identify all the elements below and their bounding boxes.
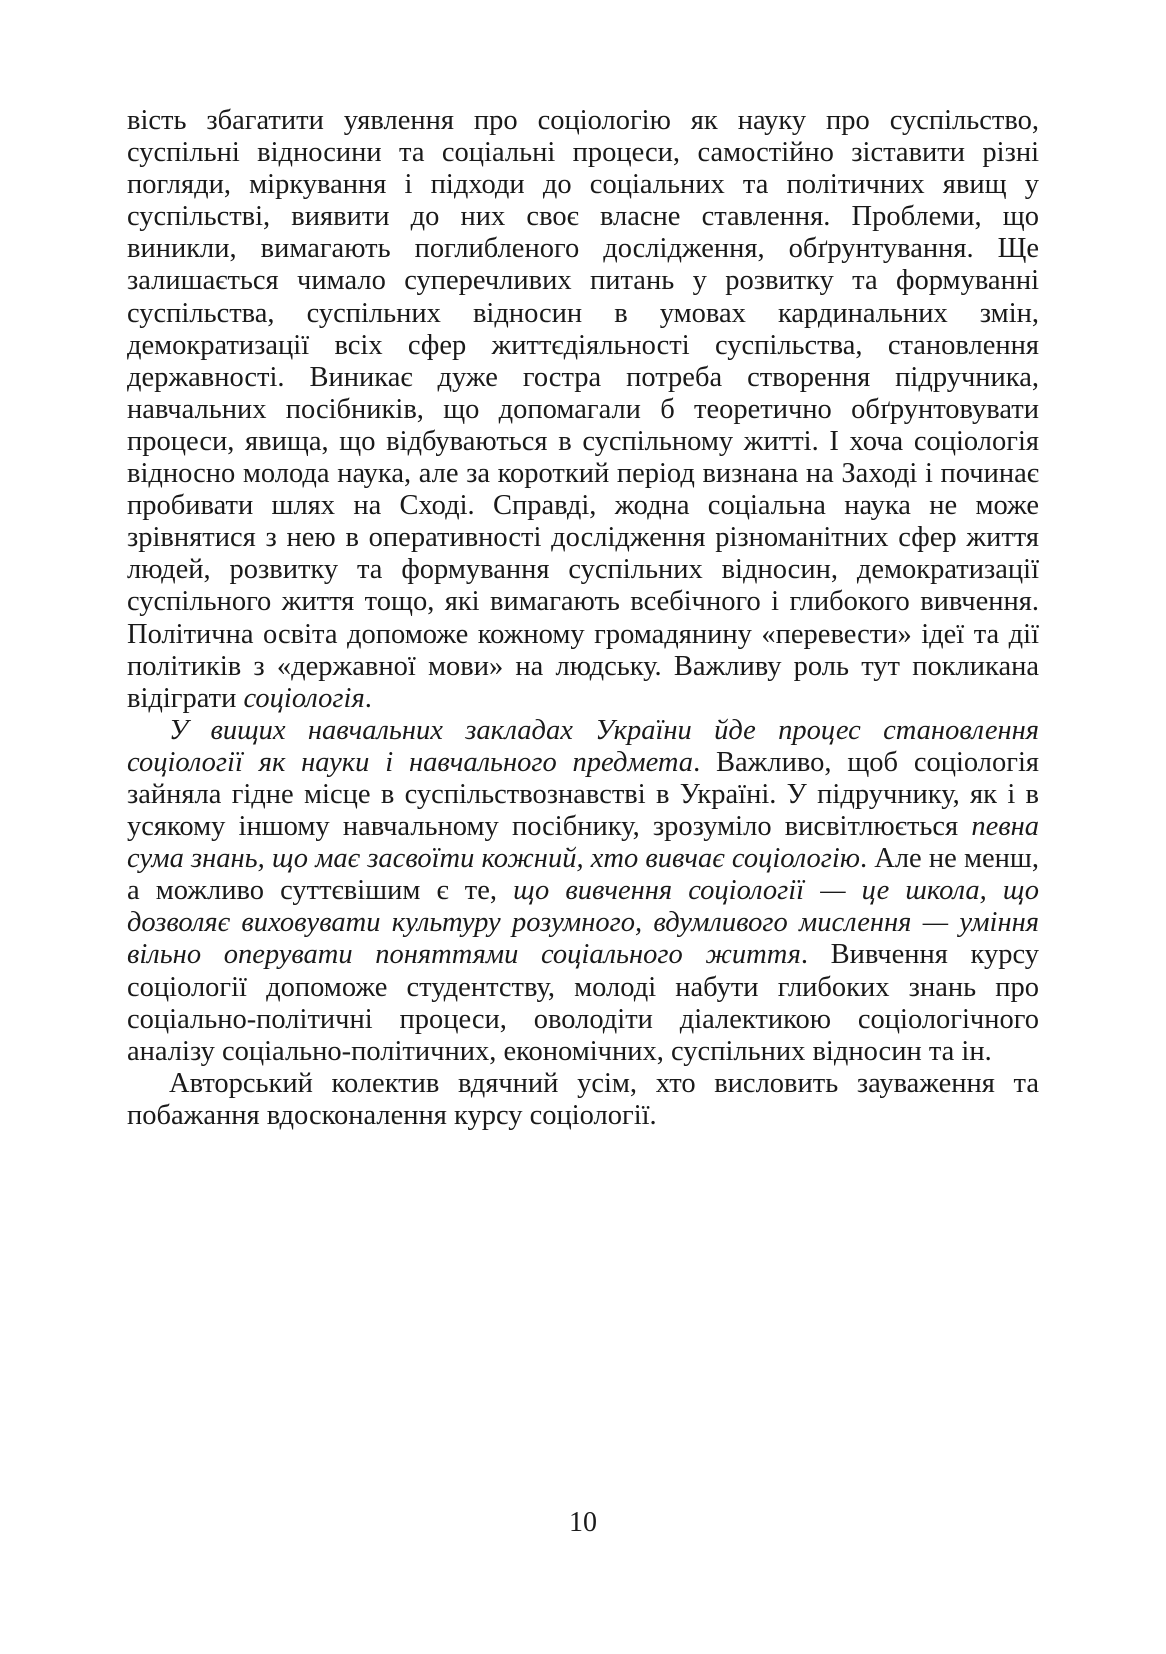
italic-text-run: що вивчення соціології — це школа, що дозволяє виховувати культуру розумного, вдумливого мислення — уміння вільно оперувати поняттями соціального життя [127, 875, 1039, 971]
italic-text-run: певна сума знань, що має засвоїти кожний, хто вивчає соціологію [127, 811, 1039, 875]
text-run: вість збагатити уявлення про соціологію як науку про суспільство, суспільні відносини та соціальні процеси, самостійно зіставити різні погляди, міркування і підходи до соціальних та політичних явищ у суспільстві, виявити до них своє власне ставлення. Проблеми, що виникли, вимагають поглибленого дослідження, обґрунтування. Ще залишається чимало суперечливих питань у розвитку та формуванні суспільства, суспільних відносин в умовах кардинальних змін, демократизації всіх сфер життєдіяльності суспільства, становлення державності. Виникає дуже гостра потреба створення підручника, навчальних посібників, що допомагали б теоретично обґрунтовувати процеси, явища, що відбуваються в суспільному житті. І хоча соціологія відносно молода наука, але за короткий період визнана на Заході і починає пробивати шлях на Сході. Справді, жодна соціальна наука не може зрівнятися з нею в оперативності дослідження різноманітних сфер життя людей, розвитку та формування суспільних відносин, демократизації суспільного життя тощо, які вимагають всебічного і глибокого вивчення. Політична освіта допоможе кожному громадянину «перевести» ідеї та дії політиків з «державної мови» на людську. Важливу роль тут покликана відіграти [127, 105, 1039, 714]
paragraph-3 [127, 1068, 1039, 1132]
text-run: . Важливо, щоб соціологія зайняла гідне місце в суспільствознавстві в Україні. У підручнику, як і в усякому іншому навчальному посібнику, зрозуміло висвітлюється [127, 746, 1039, 843]
italic-text-run: соціологія [243, 682, 365, 714]
italic-text-run: У вищих навчальних закладах України йде процес становлення соціології як науки і навчального предмета [127, 714, 1039, 778]
page-body [127, 105, 1039, 1132]
text-run: . [364, 682, 372, 714]
text-run: Авторський колектив вдячний усім, хто висловить зауваження та побажання вдосконалення курсу соціології. [127, 1067, 1039, 1131]
page-number: 10 [569, 1507, 597, 1538]
paragraph-1 [127, 105, 1039, 715]
text-run: . Вивчення курсу соціології допоможе студентству, молоді набути глибоких знань про соціально-політичні процеси, оволодіти діалектикою соціологічного аналізу соціально-політичних, економічних, суспільних відносин та ін. [127, 939, 1039, 1067]
text-run: . Але не менш, а можливо суттєвішим є те, [127, 843, 1039, 907]
paragraph-2 [127, 715, 1039, 1068]
